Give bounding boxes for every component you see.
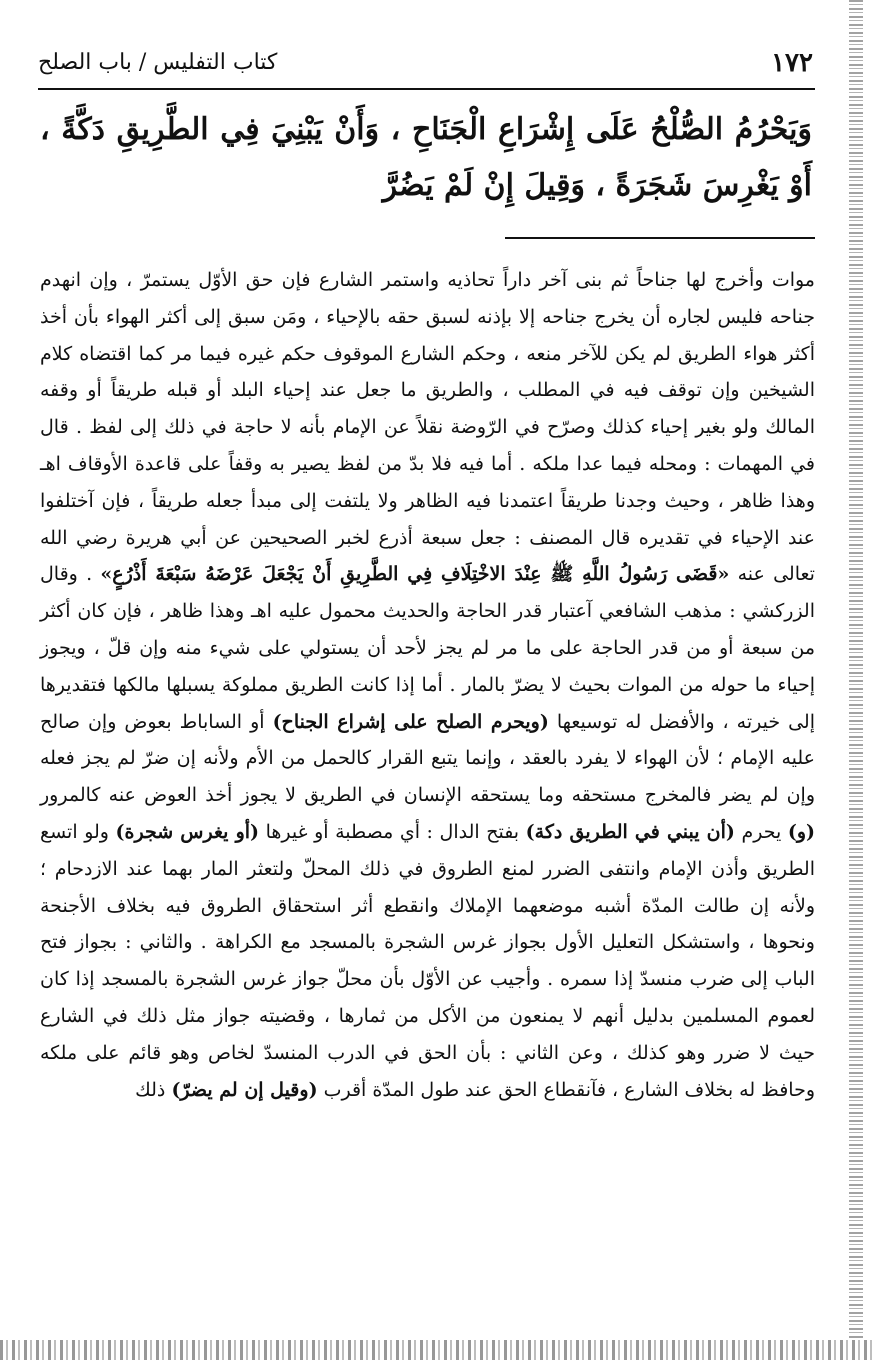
commentary-paragraph — [40, 262, 815, 1108]
header-rule — [38, 88, 815, 90]
matn-quote: (وقيل إن لم يضرّ) — [171, 1078, 318, 1101]
page-header — [38, 44, 813, 84]
commentary-run: بفتح الدال : أي مصطبة أو غيرها — [259, 820, 526, 843]
commentary-run: ذلك — [135, 1078, 172, 1101]
commentary-run: يحرم — [734, 820, 788, 843]
hadith-quote: «قَضَى رَسُولُ اللَّهِ ﷺ عِنْدَ الاخْتِلَافِ فِي الطَّرِيقِ أَنْ يَجْعَلَ عَرْضَهُ سَبْعَةَ أَذْرُعٍ» — [100, 563, 730, 586]
commentary-run: موات وأخرج لها جناحاً ثم بنى آخر داراً تحاذيه واستمر الشارع فإن حق الأوّل يستمرّ ، وإن انهدم جناحه فليس لجاره أن يخرج جناحه إلا بإذنه لسبق حقه بالإحياء ، ومَن سبق إلى أكثر الهواء بأن أخذ أكثر هواء الطريق لم يكن للآخر منعه ، وحكم الشارع الموقوف حكم غيره فيما مر كما اقتضاه كلام الشيخين وإن توقف فيه في المطلب ، والطريق ما جعل عند إحياء البلد أو قبله طريقاً أو وقفه المالك ولو بغير إحياء كذلك وصرّح في الرّوضة نقلاً عن الإمام بأنه لا حاجة في ذلك إلى لفظ . قال في المهمات : ومحله فيما عدا ملكه . أما فيه فلا بدّ من لفظ يصير به وقفاً على قاعدة الأوقاف اهـ وهذا ظاهر ، وحيث وجدنا طريقاً اعتمدنا فيه الظاهر ولا يلتفت إلى مبدأ جعله طريقاً ، فإن آختلفوا عند الإحياء في تقديره قال المصنف : جعل سبعة أذرع لخبر الصحيحين عن أبي هريرة رضي الله تعالى عنه — [40, 269, 815, 586]
matn-quote: (أو يغرس شجرة) — [115, 820, 260, 843]
commentary-run: . وقال الزركشي : مذهب الشافعي آعتبار قدر الحاجة والحديث محمول عليه اهـ وهذا ظاهر ، فإن كان أكثر من سبعة أو من قدر الحاجة على ما مر لم يجز لأحد أن يستولي على شيء منه وإن قلّ ، ويجوز إحياء ما حوله من الموات بحيث لا يضرّ بالمار . أما إذا كانت الطريق مملوكة يسبلها مالكها فتقديرها إلى خيرته ، والأفضل له توسيعها — [40, 563, 815, 733]
commentary-run: أو الساباط بعوض وإن صالح عليه الإمام ؛ لأن الهواء لا يفرد بالعقد ، وإنما يتبع القرار كالحمل من الأم ولأنه إن ضرّ لم يجز فعله وإن لم يضر فالمخرج مستحقه وما يستحقه الإنسان في الطريق لا يجوز أخذ العوض عنه كالمرور — [40, 710, 815, 807]
ornamental-border-right — [849, 0, 863, 1340]
commentary-text — [40, 262, 815, 1108]
commentary-run: ولو اتسع الطريق وأذن الإمام وانتفى الضرر لمنع الطروق في ذلك المحلّ ولتعثر المار بهما عند الازدحام ؛ ولأنه إن طالت المدّة أشبه موضعهما الإملاك وانقطع أثر استحقاق الطروق فيه بخلاف الأجنحة ونحوها ، واستشكل التعليل الأول بجواز غرس الشجرة بالمسجد مع الكراهة . والثاني : بجواز فتح الباب إلى ضرب منسدّ إذا سمره . وأجيب عن الأوّل بأن محلّ جواز غرس الشجرة بالمسجد إذا كان لعموم المسلمين بدليل أنهم لا يمنعون من الأكل من ثمارها ، وقضيته جواز مثل ذلك في الشارع حيث لا ضرر وهو كذلك ، وعن الثاني : بأن الحق في الدرب المنسدّ لخاص وهو قائم على ملكه وحافظ له بخلاف الشارع ، فآنقطاع الحق عند طول المدّة أقرب — [40, 820, 815, 1101]
matn-quote: (أن يبني في الطريق دكة) — [525, 820, 735, 843]
page-number: ١٧٢ — [771, 48, 813, 78]
matn-quote: (ويحرم الصلح على إشراع الجناح) — [272, 710, 549, 733]
ornamental-border-bottom — [0, 1340, 873, 1360]
main-text: وَيَحْرُمُ الصُّلْحُ عَلَى إِشْرَاعِ الْجَنَاحِ ، وَأَنْ يَبْنِيَ فِي الطَّرِيقِ دَكَّةً ، أَوْ يَغْرِسَ شَجَرَةً ، وَقِيلَ إِنْ لَمْ يَضُرَّ — [40, 112, 812, 203]
running-title: كتاب التفليس / باب الصلح — [38, 50, 278, 75]
commentary-separator — [505, 237, 815, 239]
matn-quote: (و) — [787, 820, 816, 843]
